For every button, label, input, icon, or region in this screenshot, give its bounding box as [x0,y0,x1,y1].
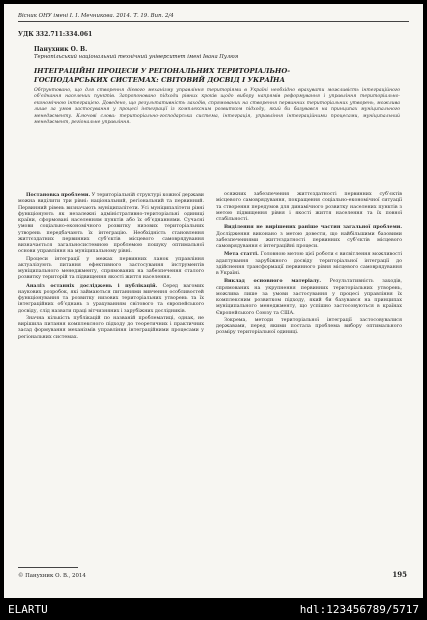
right-column [216,192,402,338]
paragraph [18,257,204,282]
paragraph [216,251,402,277]
paragraph-text: У територіальній структурі кожної держави можна виділити три рівні: національний, регіональний та первинний. Первинний рівень визначають муніципалітети. Усі муніципалітети рівні функціонують як незалежні адміністративно-територіальні одиниці країни, сформовані населенням пунктів або їх об’єднаннями. Сучасні умови соціально-економічного розвитку низових територіальних утворень передбачають їх інтеграцію. Необхідність становлення життєздатних первинних суб’єктів місцевого самоврядування визначається загальносистемною проблемою пошуку оптимальної основи управління на муніципальному рівні. [18,193,205,255]
affiliation: Тернопільський національний технічний університет імені Івана Пулюя [34,54,239,60]
paragraph [216,192,402,223]
paragraph-text: Процеси інтеграції у межах первинних ланок управління актуалізують питання ефективного застосування інструментів муніципального менеджменту, спрямованих на забезпечення сталого розвитку територій та підвищення якості життя населення. [18,256,204,281]
paragraph-text: Значна кількість публікацій по названій проблематиці, однак, не вирішила питання комплексного підходу до теоретичних і практичних засад формування механізмів управління інтеграційними процесами у регіональних системах. [18,315,204,340]
page-number: 195 [392,570,407,579]
article-title: ІНТЕГРАЦІЙНІ ПРОЦЕСИ У РЕГІОНАЛЬНИХ ТЕРИТОРІАЛЬНО-ГОСПОДАРСЬКИХ СИСТЕМАХ: СВІТОВИЙ ДОСВІД І УКРАЇНА [34,67,291,84]
abstract: Обґрунтовано, що для створення дієвого механізму управління територіями в Україні необхідно врахувати можливість інтеграційного об’єднання населених пунктів. Запропоновано підходи рівних кроків щодо вибору напрямів реформування і управління територіально-економічною інтеграцією. Доведено, що результативність заходів, спрямованих на створення первинних територіальних утворень, можлива лише за умов застосування у процесі інтеграції із комплексним розвитком підходу, який би базувався на принципах муніципального менеджменту. Ключові слова: територіально-господарська система, інтеграція, управління інтеграційними процесами, муніципальний менеджмент, регіональне управління. [34,88,400,126]
copyright: © Панухник О. В., 2014 [18,573,86,579]
paragraph-text: Зокрема, методи територіальної інтеграції застосовувалися державами, перед якими постала проблема вибору оптимального розміру територіальної одиниці. [216,317,402,336]
section-heading: Постановка проблеми. [26,192,91,198]
paragraph-text: Результативність заходів, спрямованих на укрупнення первинних територіальних утворень, можлива лише за умови застосування у процесі управління їх комплексним розвитком підходу, який би базувався на принципах муніципального менеджменту, що успішно застосовуються в країнах Європейського Союзу та США. [216,279,402,316]
author: Панухник О. В. [34,46,88,53]
handle-id: hdl:123456789/5717 [299,603,419,616]
paragraph [18,316,204,341]
paragraph-text: Серед вагомих наукових розробок, які займаються питаннями вивчення особливостей функціонування та розвитку низових територіальних утворень та їх інтеграційних об’єднань з урахуванням світового та європейського досвіду, слід назвати праці вітчизняних і зарубіжних дослідників. [18,283,205,314]
journal-page [4,4,423,598]
paragraph-text: Головною метою цієї роботи є висвітлення можливості адаптування зарубіжного досвіду територіальної інтеграції до здійснення трансформації первинного рівня місцевого самоврядування в Україні. [216,252,402,276]
paragraph [18,283,204,315]
footnote-separator [18,567,78,568]
left-column [18,192,204,342]
paragraph [216,224,402,250]
section-heading: Виклад основного матеріалу. [224,278,322,285]
udk-code: УДК 332.711:334.061 [18,31,93,38]
section-heading: Виділення не вирішених раніше частин загальної проблеми. [224,224,402,231]
paragraph [216,318,402,337]
repository-name: ELARTU [8,603,48,616]
section-heading: Мета статті. [224,251,259,258]
section-heading: Аналіз останніх досліджень і публікацій. [26,282,158,289]
paragraph [216,278,402,317]
viewer-footer [0,598,427,620]
paragraph-text: Дослідження виконано з метою довести, що найбільшими базовими забезпеченнями життєздатності первинних суб’єктів місцевого самоврядування є інтеграційні процеси. [216,231,402,249]
journal-header: Вісник ОНУ імені І. І. Мечникова. 2014. Т. 19. Вип. 2/4 [18,13,409,22]
paragraph-text: осяжних забезпечення життєздатності первинних суб’єктів місцевого самоврядування, покращення соціально-економічної ситуації та створення передумов для динамічного розвитку населених пунктів з метою підвищення рівня і якості життя населення та їх повної стабільності. [216,192,402,222]
paragraph [18,192,204,256]
